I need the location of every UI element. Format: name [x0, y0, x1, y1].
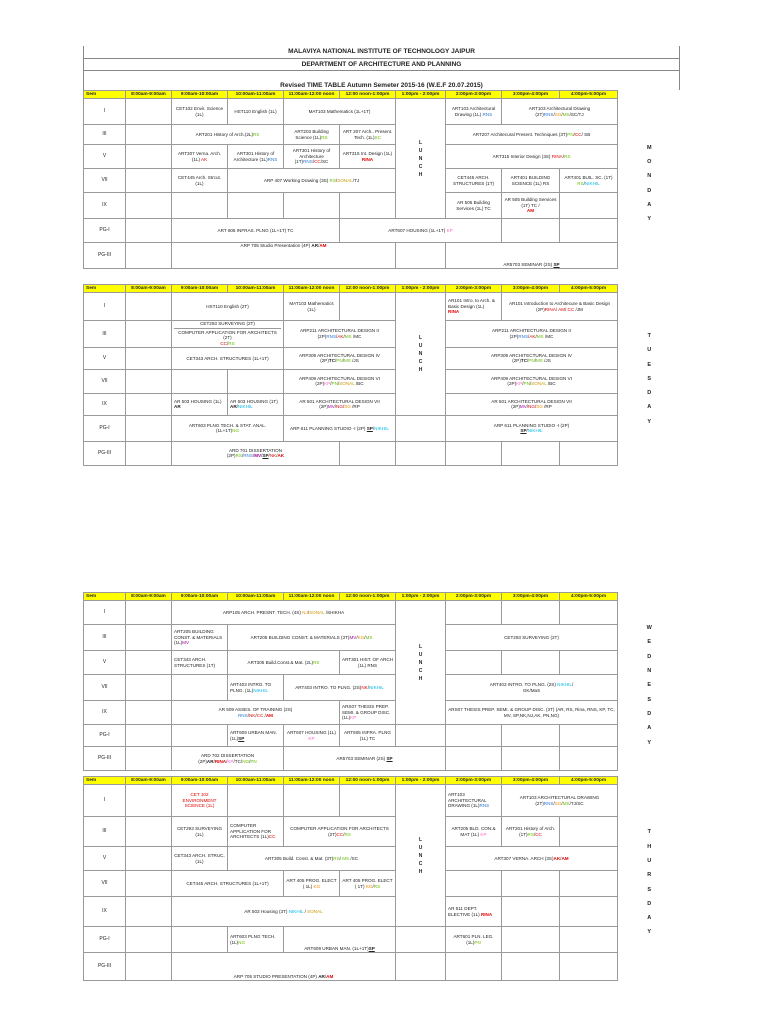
class-cell: CET102 Envir. Science (1L): [172, 99, 228, 125]
class-cell: ART 405 PROG. ELECT ( 1L) KG: [284, 871, 340, 897]
table-row: [84, 243, 681, 269]
time-slot: 9:00am-10:00am: [172, 777, 228, 785]
class-cell: ART103 ARCHITECTURAL DRAWING (2T)RNS/SG/MS/TJ/SC: [502, 785, 618, 817]
class-cell: ARP309 ARCHITECTURAL DESIGN IV (2P)TC/PN/MS /JS: [446, 347, 618, 369]
time-slot: 12:00 noon-1:00pm: [340, 593, 396, 601]
class-cell: ARD 702 DISSERTATION (2P)AR/RINA/KP/TC/NG/PN: [172, 747, 284, 771]
table-row: [84, 871, 681, 897]
class-cell: AR101 Introduction to Architecure & Basic Design (2P)RINA/ AM/ CC /JM: [502, 293, 618, 321]
table-row: [84, 415, 681, 441]
time-slot: 8:00am-9:00am: [126, 91, 172, 99]
time-slot: 9:00am-10:00am: [172, 285, 228, 293]
semester-label: III: [84, 125, 126, 145]
class-cell: ART401 BUILDING SCIENCE (1L) RS: [502, 169, 560, 193]
time-slot: 1:00pm - 2:00pm: [396, 91, 446, 99]
class-cell: HST110 English (2T): [172, 293, 284, 321]
semester-label: VII: [84, 369, 126, 393]
class-cell: CET445 ARCH. STRUCTURES (1T): [446, 169, 502, 193]
time-slot: 11:00am-12:00 noon: [284, 91, 340, 99]
time-slot: 2:00pm-3:00pm: [446, 777, 502, 785]
semester-label: I: [84, 293, 126, 321]
monday-block: [83, 90, 680, 269]
class-cell: CET343 ARCH. STRUCTURES (1T): [172, 651, 228, 675]
semester-label: III: [84, 625, 126, 651]
class-cell: ARP 611 PLANNING STUDIO -I (2P) SP/NIKHIL: [284, 415, 396, 441]
time-slot: 8:00am-9:00am: [126, 777, 172, 785]
table-row: [84, 347, 681, 369]
class-cell: ART315 Interior Design (3S) RINA/RS: [446, 145, 618, 169]
time-slot: 3:00pm-4:00pm: [502, 285, 560, 293]
class-cell: ARP 705 Studio Presentation (4P) AR/AM: [172, 243, 396, 269]
class-cell: ART403 INTRO. TO PLNG. (1L)NIKHIL: [228, 675, 284, 701]
class-cell: HST110 English (1L): [228, 99, 284, 125]
class-cell: ART301 HIST. OF ARCH (1L) RNS: [340, 651, 396, 675]
class-cell: ARP 705 STUDIO PRESENTATION (4P) AR/AM: [172, 953, 396, 981]
class-cell: ART307 VERNA. ARCH (3S)AK/AM: [446, 847, 618, 871]
class-cell: ART403 INTRO. TO PLNG. (2S)NK/NIKHIL: [284, 675, 396, 701]
class-cell: ART403 INTRO. TO PLNG. (2S) NIKHIL/ GK/MaS: [446, 675, 618, 701]
lunch-column: L U N C H: [396, 99, 446, 219]
semester-label: PG-I: [84, 927, 126, 953]
time-slot: 10:00am-11:00am: [228, 91, 284, 99]
class-cell: CET343 ARCH. STRUCTURES (1L+1T): [172, 347, 284, 369]
day-label-wednesday: W E D N E S D A Y: [646, 625, 652, 746]
time-slot: 11:00am-12:00 noon: [284, 593, 340, 601]
semester-label: III: [84, 321, 126, 348]
class-cell: ARP 407 Working Drawing (3S) RS/SONAL/TJ: [228, 169, 396, 193]
institute-title: MALAVIYA NATIONAL INSTITUTE OF TECHNOLOGY JAIPUR: [83, 46, 680, 58]
table-row: [84, 675, 681, 701]
table-row: [84, 193, 681, 219]
class-cell: AR5703 SEMINAR (2S) SP: [446, 243, 618, 269]
class-cell: ARP309 ARCHITECTURAL DESIGN IV (2P)TC/PN/MS /JS: [284, 347, 396, 369]
class-cell: ART203 Building Science (1L)RS: [284, 125, 340, 145]
table-row: [84, 747, 681, 771]
class-cell: ARS07 THESIS PREP. SEMI. & GROUP DISC. (1L)KP: [340, 701, 396, 725]
time-slot: 1:00pm - 2:00pm: [396, 777, 446, 785]
semester-label: VII: [84, 675, 126, 701]
class-cell: MAT103 Mathematics (1L+1T): [284, 99, 396, 125]
time-slot: 9:00am-10:00am: [172, 593, 228, 601]
table-row: [84, 651, 681, 675]
time-slot: 11:00am-12:00 noon: [284, 777, 340, 785]
class-cell: ART301 History of Architecture (1L)RNS: [228, 145, 284, 169]
table-row: [84, 953, 681, 981]
class-cell: ARP409 ARCHITECTURAL DESIGN VI (2P)KP/PN/SONAL /BC: [284, 369, 396, 393]
class-cell: ART607 HOUSING (1L) KP: [284, 725, 340, 747]
table-row: [84, 785, 681, 817]
semester-label: IX: [84, 393, 126, 415]
table-row: [84, 897, 681, 927]
class-cell: ARP 611 PLANNING STUDIO -I (2P) SP/NIKHIL: [446, 415, 618, 441]
class-cell: ART103 Architectural Drawing (1L) RNS: [446, 99, 502, 125]
semester-label: PG-III: [84, 243, 126, 269]
class-cell: ART307 Verna. Arch. (1L) AK: [172, 145, 228, 169]
time-slot: 4:00pm-5:00pm: [560, 91, 618, 99]
timetable-title: Revised TIME TABLE Autumn Semeter 2015-16 (W.E.F 20.07.2015): [83, 70, 680, 90]
day-label-thursday: T H U R S D A Y: [647, 829, 652, 936]
class-cell: ART 405 PROG. ELECT ( 1T) KG/RS: [340, 871, 396, 897]
time-slot: 8:00am-9:00am: [126, 593, 172, 601]
class-cell: MAT103 Mathematics (1L): [284, 293, 340, 321]
class-cell: ARD 701 DISSERTATION (2P)RS/RNS/MV/SP/NK/AK: [172, 441, 340, 465]
class-cell: ART607 HOUSING (1L+1T) KP: [340, 219, 502, 243]
time-slot: 12:00 noon-1:00pm: [340, 91, 396, 99]
tuesday-block: [83, 284, 680, 466]
class-cell: ART315 Int. Design (1L) RINA: [340, 145, 396, 169]
time-slot: 1:00pm - 2:00pm: [396, 285, 446, 293]
table-row: [84, 725, 681, 747]
class-cell: ARP211 ARCHITECTURAL DESIGN II (2P)RNS/AK/MS /MC: [446, 321, 618, 348]
semester-label: I: [84, 601, 126, 625]
table-row: [84, 927, 681, 953]
time-slot: 4:00pm-5:00pm: [560, 285, 618, 293]
class-cell: ART201 History of Arch.(2L)RS: [172, 125, 284, 145]
time-slot: 4:00pm-5:00pm: [560, 593, 618, 601]
table-row: [84, 321, 681, 348]
class-cell: COMPUTER APPLICATION FOR ARCHITECTS (1L)CC: [228, 817, 284, 847]
semester-label: V: [84, 651, 126, 675]
class-cell: ARP409 ARCHITECTURAL DESIGN VI (2P)KP/PN/SONAL /BC: [446, 369, 618, 393]
semester-label: PG-III: [84, 441, 126, 465]
class-cell: CET343 ARCH. STRUC. (1L): [172, 847, 228, 871]
class-cell: ART601 PLN. LEG. (1L)PN: [446, 927, 502, 953]
class-cell: ART103 Architectural Drawing (2T)RNS/SG/MS/SC/TJ: [502, 99, 618, 125]
class-cell: AR 503 HOUSING (1T) AR/NIKHIL: [228, 393, 284, 415]
time-slot: 9:00am-10:00am: [172, 91, 228, 99]
table-row: [84, 169, 681, 193]
table-row: [84, 625, 681, 651]
class-cell: ART305 Build.Const.& Mat. (2L)RS: [228, 651, 340, 675]
time-slot: 3:00pm-4:00pm: [502, 777, 560, 785]
sem-header: Sem: [84, 593, 126, 601]
semester-label: IX: [84, 897, 126, 927]
class-cell: AR 501 ARCHITECTURAL DESIGN VII (2P)MV/NG/SG /RP: [446, 393, 618, 415]
class-cell: ART605 INFRA. PLNG (1L) TC: [340, 725, 396, 747]
class-cell: AR 501 ARCHITECTURAL DESIGN VII (2P)MV/NG/SG /RP: [284, 393, 396, 415]
time-slot: 4:00pm-5:00pm: [560, 777, 618, 785]
semester-label: I: [84, 785, 126, 817]
time-slot: 8:00am-9:00am: [126, 285, 172, 293]
class-cell: ART205 BLD. CON.& MAT (1L) KP: [446, 817, 502, 847]
table-row: [84, 441, 681, 465]
class-cell: AR 503 HOUSING (1L) AR: [172, 393, 228, 415]
class-cell: ARP211 ARCHITECTURAL DESIGN II (2P)RNS/AK/MS /MC: [284, 321, 396, 348]
class-cell: AR101 Intro. to Arch. & Basic Design (1L) RINA: [446, 293, 502, 321]
class-cell: ART 207 Arch.. Present. Tech. (1L)SC: [340, 125, 396, 145]
class-cell: ART305 Build. Const. & Mat. (3T)RS/ MS /SC: [228, 847, 396, 871]
time-header-row: [84, 777, 681, 785]
table-row: [84, 99, 681, 125]
time-header-row: [84, 91, 681, 99]
time-slot: 10:00am-11:00am: [228, 593, 284, 601]
semester-label: VII: [84, 169, 126, 193]
class-cell: ART609 URBAN MAN. (1L+1T)SP: [284, 927, 396, 953]
time-slot: 1:00pm - 2:00pm: [396, 593, 446, 601]
lunch-column: L U N C H: [396, 293, 446, 416]
table-row: [84, 393, 681, 415]
class-cell: ART207 Architecural Present. Techniques (3T)PN/CC/ SB: [446, 125, 618, 145]
table-row: [84, 125, 681, 145]
time-slot: 10:00am-11:00am: [228, 285, 284, 293]
class-cell: ART205 BUILDING CONST. & MATERIALS (1L)MV: [172, 625, 228, 651]
semester-label: I: [84, 99, 126, 125]
time-header-row: [84, 285, 681, 293]
semester-label: V: [84, 347, 126, 369]
class-cell: ARP105 ARCH. PRESNT. TECH. (4S) NJ/SONAL /SHIKHA: [172, 601, 396, 625]
class-cell: ART609 URBAN MAN. (1L)SP: [228, 725, 284, 747]
time-slot: 10:00am-11:00am: [228, 777, 284, 785]
class-cell: COMPUTER APPLICATION FOR ARCHITECTS (2T)CC/RS: [284, 817, 396, 847]
semester-label: III: [84, 817, 126, 847]
time-slot: 11:00am-12:00 noon: [284, 285, 340, 293]
semester-label: PG-I: [84, 219, 126, 243]
table-row: [84, 293, 681, 321]
class-cell: AR5703 SEMINAR (2S) SP: [284, 747, 446, 771]
time-header-row: [84, 593, 681, 601]
table-row: [84, 219, 681, 243]
time-slot: 3:00pm-4:00pm: [502, 593, 560, 601]
wednesday-block: [83, 592, 680, 771]
class-cell: AR 511 DEPT. ELECTIVE (1L) RINA: [446, 897, 502, 927]
time-slot: 12:00 noon-1:00pm: [340, 777, 396, 785]
class-cell: ART401 BUIL. SC. (1T) RS/NIKHIL: [560, 169, 618, 193]
class-cell: CET445 Arch. Strcut. (1L): [172, 169, 228, 193]
class-cell: CET 102 ENVIRONMENT SCIENCE (1L): [172, 785, 228, 817]
table-row: [84, 847, 681, 871]
class-cell: AR 503 Housing (3T) NIKHIL / SONAL: [172, 897, 396, 927]
day-label-monday: M O N D A Y: [646, 144, 652, 223]
semester-label: IX: [84, 701, 126, 725]
semester-label: V: [84, 847, 126, 871]
department-title: DEPARTMENT OF ARCHITECTURE AND PLANNING: [83, 58, 680, 70]
sem-header: Sem: [84, 777, 126, 785]
class-cell: ART301 History of Architecture (1T)RNS/CC/SC: [284, 145, 340, 169]
class-cell: CET293 SURVEYING (1L): [172, 817, 228, 847]
time-slot: 2:00pm-3:00pm: [446, 285, 502, 293]
semester-label: PG-I: [84, 725, 126, 747]
time-slot: 2:00pm-3:00pm: [446, 593, 502, 601]
class-cell: ARS07 THESIS PREP. SEMI. & GROUP DISC. (3T) (AR, RS, Rina, RNS, KP, TC, MV, SP,NK,NJ,AK, PN,NG): [446, 701, 618, 725]
sem-header: Sem: [84, 91, 126, 99]
class-cell: ART103 ARCHITECTURAL DRAWING (1L)RNS: [446, 785, 502, 817]
class-cell: AR 509 ASSES. OF TRAINING (2S) RNS/NK/CC /AM: [172, 701, 340, 725]
semester-label: PG-I: [84, 415, 126, 441]
semester-label: VII: [84, 871, 126, 897]
class-cell: ART 605 INFRAS. PLNG (1L+1T) TC: [172, 219, 340, 243]
time-slot: 2:00pm-3:00pm: [446, 91, 502, 99]
semester-label: V: [84, 145, 126, 169]
table-row: [84, 145, 681, 169]
time-slot: 12:00 noon-1:00pm: [340, 285, 396, 293]
table-row: [84, 369, 681, 393]
class-cell: AR 505 Building Services (1L) TC: [446, 193, 502, 219]
table-row: [84, 701, 681, 725]
sem-header: Sem: [84, 285, 126, 293]
class-cell: ART603 PLNG TECH. & STAT. ANAL. (1L+1T)NG: [172, 415, 284, 441]
class-cell: CET293 SURVEYING (2T) COMPUTER APPLICATION FOR ARCHITECTS (2T) CC/RS: [172, 321, 284, 348]
class-cell: CET293 SURVEYING (2T): [446, 625, 618, 651]
class-cell: AR 505 Building Services (1T) TC / AM: [502, 193, 560, 219]
semester-label: IX: [84, 193, 126, 219]
time-slot: 3:00pm-4:00pm: [502, 91, 560, 99]
class-cell: ART205 BUILDING CONST. & MATERIALS (3T)MV/KG/MS: [228, 625, 396, 651]
thursday-block: [83, 776, 680, 981]
lunch-column: L U N C H: [396, 785, 446, 927]
semester-label: PG-III: [84, 953, 126, 981]
table-row: [84, 817, 681, 847]
semester-label: PG-III: [84, 747, 126, 771]
class-cell: ART201 History of Arch.(1T)RS/CC: [502, 817, 560, 847]
lunch-column: L U N C H: [396, 601, 446, 725]
day-label-tuesday: T U E S D A Y: [647, 332, 652, 425]
class-cell: CET445 ARCH. STRUCTURES (1L+1T): [172, 871, 284, 897]
class-cell: ART603 PLNG TECH. (1L)NG: [228, 927, 284, 953]
table-row: [84, 601, 681, 625]
